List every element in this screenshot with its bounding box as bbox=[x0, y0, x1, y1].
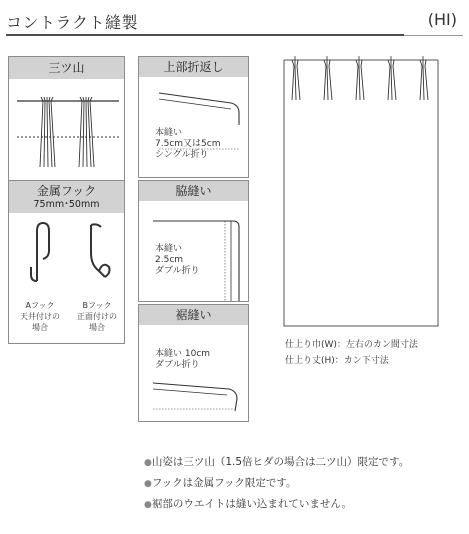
bottom-hem-title: 裾縫い bbox=[139, 305, 248, 325]
note-item bbox=[144, 473, 409, 494]
header-divider-thin bbox=[404, 35, 463, 36]
top-hem-line2: 7.5cm又は5cm bbox=[155, 139, 221, 149]
top-hem-title: 上部折返し bbox=[139, 57, 248, 77]
top-hem-line3: シングル折り bbox=[155, 150, 209, 160]
top-hem-line1: 本縫い bbox=[155, 128, 183, 138]
curtain-height-label: 仕上り丈(H)：カン下寸法 bbox=[285, 356, 389, 366]
note-text: 山姿は三ツ山（1.5倍ヒダの場合は二ツ山）限定です。 bbox=[151, 456, 410, 468]
side-hem-line3: ダブル折り bbox=[155, 266, 200, 276]
hook-a-caption-2: 場合 bbox=[32, 323, 48, 332]
hook-section bbox=[9, 180, 124, 343]
page-title: コントラクト縫製 bbox=[6, 13, 139, 32]
hook-b-caption-1: 正面付けの bbox=[77, 312, 117, 321]
side-hem-panel bbox=[138, 180, 249, 302]
header-divider bbox=[6, 34, 404, 36]
hook-subtitle: 75mm･50mm bbox=[33, 199, 100, 210]
bottom-hem-line1: 本縫い 10cm bbox=[155, 349, 211, 359]
curtain-width-label: 仕上り巾(W)：左右のカン間寸法 bbox=[285, 340, 418, 350]
bottom-hem-line2: ダブル折り bbox=[155, 360, 200, 370]
bullet-icon: ● bbox=[144, 458, 152, 468]
hook-title-block bbox=[9, 181, 124, 213]
bottom-hem-panel bbox=[138, 304, 249, 422]
hook-a-icon bbox=[23, 221, 53, 291]
notes-list bbox=[144, 452, 409, 515]
hook-b-caption-2: 場合 bbox=[89, 323, 105, 332]
mitsuyama-title: 三ツ山 bbox=[9, 57, 124, 79]
note-text: 裾部のウエイトは縫い込まれていません。 bbox=[151, 498, 352, 510]
mitsuyama-panel bbox=[8, 56, 125, 344]
side-hem-line2: 2.5cm bbox=[155, 255, 184, 265]
hook-a-caption-1: 天井付けの bbox=[20, 312, 60, 321]
mitsuyama-pleat-illustration bbox=[9, 79, 126, 179]
side-hem-title: 脇縫い bbox=[139, 181, 248, 201]
curtain-illustration bbox=[282, 56, 442, 331]
hook-b-icon bbox=[81, 221, 115, 291]
hook-title: 金属フック bbox=[36, 184, 97, 198]
top-hem-panel bbox=[138, 56, 249, 178]
side-hem-line1: 本縫い bbox=[155, 244, 183, 254]
hook-a-label: Aフック bbox=[25, 301, 55, 310]
bottom-hem-illustration bbox=[139, 327, 250, 423]
bullet-icon: ● bbox=[144, 500, 152, 510]
product-code: (HI) bbox=[427, 10, 457, 29]
note-item bbox=[144, 494, 409, 515]
note-text: フックは金属フック限定です。 bbox=[151, 477, 297, 489]
note-item bbox=[144, 452, 409, 473]
hook-b-label: Bフック bbox=[82, 301, 112, 310]
bullet-icon: ● bbox=[144, 479, 152, 489]
